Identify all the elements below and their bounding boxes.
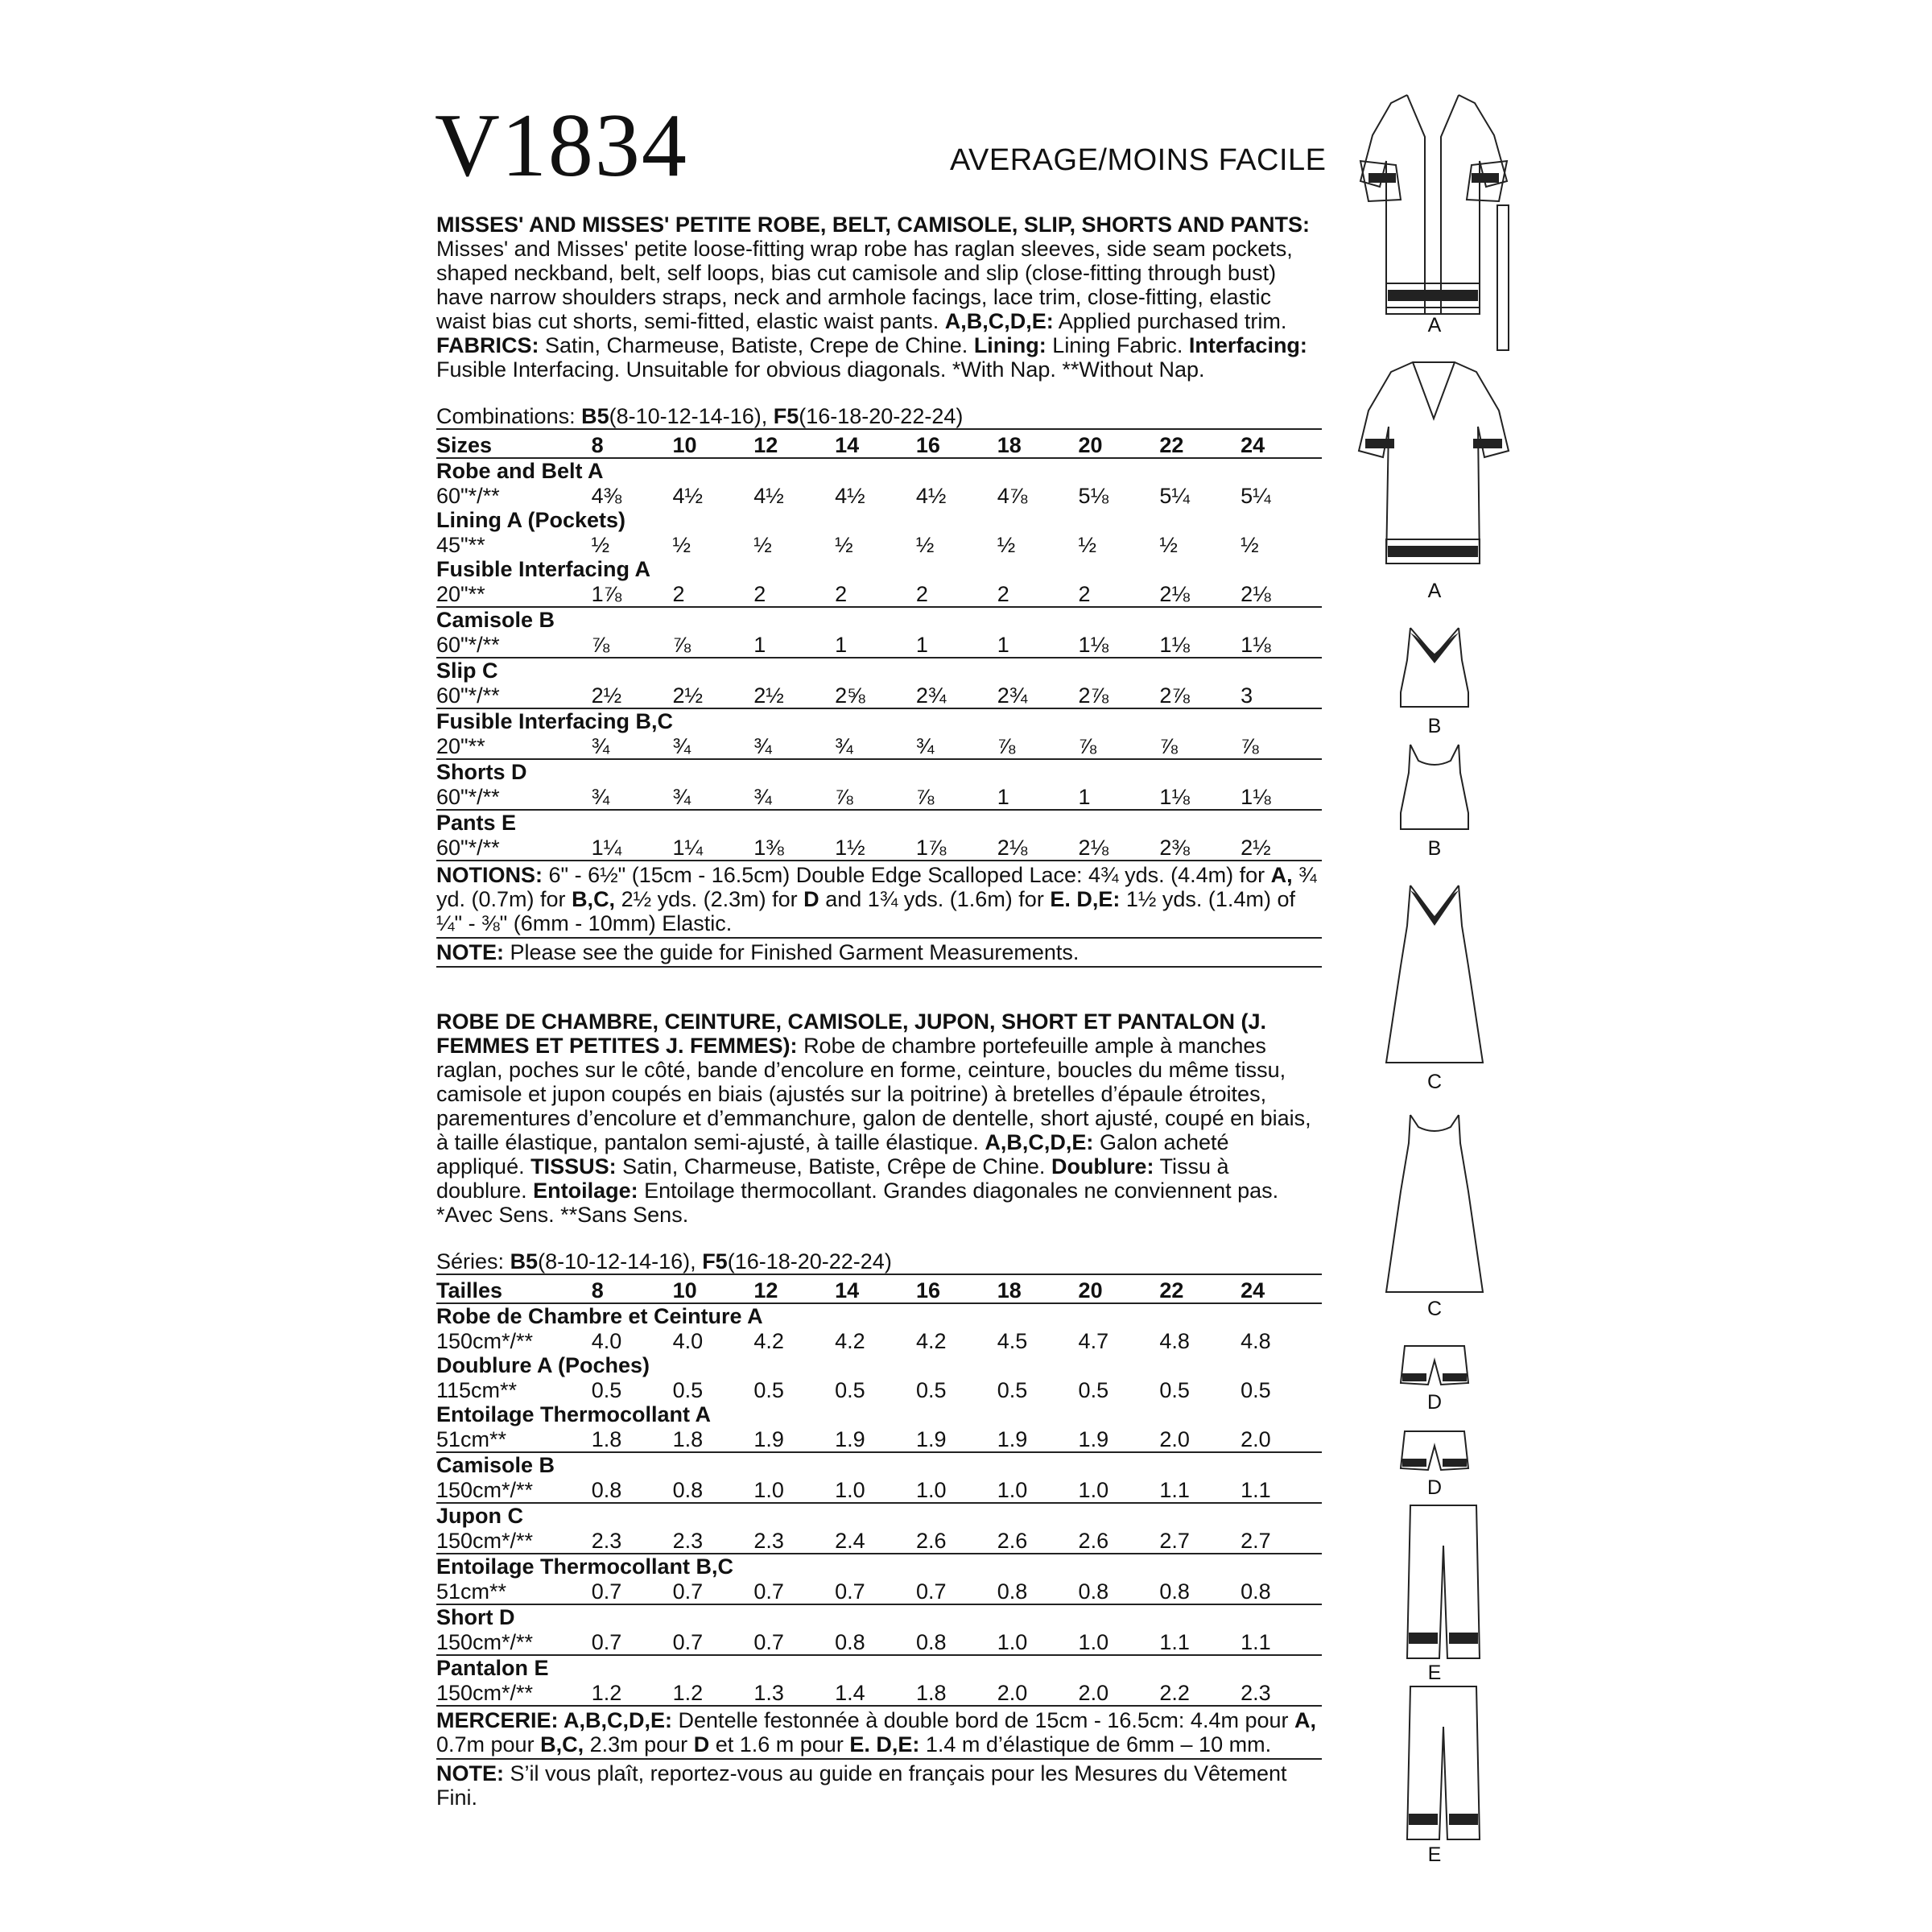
yardage-value: 2.3: [753, 1529, 835, 1554]
yardage-value: ½: [1241, 533, 1259, 557]
fabric-title-row: [436, 1503, 1322, 1529]
fabric-width: 51cm**: [436, 1579, 592, 1604]
yardage-row: [436, 1427, 1322, 1452]
fabric-title-row: [436, 1604, 1322, 1630]
slip-c-back-sketch: [1386, 1115, 1483, 1292]
fabric-title-row: [436, 458, 1322, 484]
yardage-value: 0.8: [835, 1630, 916, 1655]
fabric-title-row: [436, 708, 1322, 734]
yardage-value: 1⅞: [916, 836, 997, 861]
yardage-value: 4.2: [753, 1329, 784, 1353]
fabric-title-row: [436, 1402, 1322, 1427]
yardage-value: 2½: [1241, 836, 1322, 861]
fabric-title: Fusible Interfacing B,C: [436, 709, 674, 733]
fabric-title: Camisole B: [436, 608, 555, 632]
yardage-value: ⅞: [592, 633, 673, 658]
fabric-title: Entoilage Thermocollant B,C: [436, 1554, 734, 1579]
yardage-value: 2⅛: [1159, 582, 1241, 607]
yardage-value: 0.8: [1079, 1579, 1160, 1604]
yardage-value: 2.6: [1079, 1529, 1160, 1554]
size-header: 8: [592, 429, 673, 458]
size-header: 14: [835, 429, 916, 458]
yardage-value: 0.7: [673, 1579, 754, 1604]
yardage-value: 2.0: [1079, 1681, 1160, 1706]
yardage-value: 2.0: [1241, 1427, 1322, 1452]
fabric-title: Pants E: [436, 811, 517, 835]
yardage-row: [436, 1681, 1322, 1706]
yardage-value: 0.7: [592, 1630, 673, 1655]
fabric-width: 60"*/**: [436, 484, 500, 508]
view-label-d-back: D: [1426, 1476, 1443, 1499]
pants-e-back-sketch: [1407, 1686, 1480, 1839]
yardage-value: ½: [1159, 533, 1178, 557]
yardage-value: ⅞: [1079, 734, 1160, 759]
yardage-row: [436, 533, 1322, 557]
fabric-title-row: [436, 1303, 1322, 1329]
yardage-row: [436, 484, 1322, 508]
yardage-value: 1.0: [753, 1478, 835, 1503]
yardage-value: 1.9: [1079, 1427, 1160, 1452]
yardage-value: 1.4: [835, 1681, 916, 1706]
yardage-value: 4½: [835, 484, 865, 508]
yardage-row: [436, 785, 1322, 810]
yardage-value: 2.2: [1159, 1681, 1241, 1706]
size-header: 14: [835, 1274, 916, 1303]
fabric-width: 60"*/**: [436, 633, 592, 658]
size-header: 24: [1241, 1274, 1322, 1303]
fabric-title-row: [436, 759, 1322, 785]
yardage-value: 4.0: [672, 1329, 704, 1353]
yardage-value: 2⅞: [1159, 683, 1241, 708]
yardage-value: 0.5: [672, 1378, 704, 1402]
fabric-title-row: [436, 658, 1322, 683]
yardage-value: 2: [916, 582, 997, 607]
yardage-value: 1⅛: [1159, 633, 1241, 658]
yardage-value: 5¼: [1159, 484, 1190, 508]
yardage-value: 2: [997, 582, 1079, 607]
yardage-value: 1.0: [916, 1478, 997, 1503]
yardage-value: 2.3: [673, 1529, 754, 1554]
yardage-value: 1.8: [673, 1427, 754, 1452]
english-description: MISSES' AND MISSES' PETITE ROBE, BELT, CAMISOLE, SLIP, SHORTS AND PANTS: Misses' and Misses' petite loose-fitting wrap robe has raglan sleeves, side seam pockets, shaped neckband, belt, self loops, bias cut camisole and slip (close-fitting through bust) have narrow shoulders straps, neck and armhole facings, lace trim, close-fitting, elastic waist bias cut shorts, semi-fitted, elastic waist pants. A,B,C,D,E: Applied purchased trim. FABRICS: Satin, Charmeuse, Batiste, Crepe de Chine. Lining: Lining Fabric. Interfacing: Fusible Interfacing. Unsuitable for obvious diagonals. *With Nap. **Without Nap.: [436, 213, 1310, 382]
yardage-value: 2.6: [997, 1529, 1079, 1554]
english-yardage-table: [436, 428, 1322, 861]
yardage-value: 2.4: [835, 1529, 916, 1554]
difficulty-level: AVERAGE/MOINS FACILE: [950, 143, 1327, 177]
fabric-width: 150cm*/**: [436, 1630, 592, 1655]
yardage-value: ⅞: [1241, 734, 1322, 759]
fabric-title-row: [436, 1554, 1322, 1579]
size-header: 22: [1159, 1274, 1241, 1303]
yardage-value: 4.0: [591, 1329, 622, 1353]
shorts-d-front-sketch: [1401, 1346, 1468, 1385]
yardage-value: 1: [997, 633, 1079, 658]
yardage-value: ½: [672, 533, 691, 557]
yardage-value: 0.5: [835, 1378, 865, 1402]
fabric-title: Robe de Chambre et Ceinture A: [436, 1304, 763, 1328]
size-header: 12: [753, 429, 835, 458]
fabric-width: 45"**: [436, 533, 485, 557]
yardage-value: 2: [672, 582, 753, 607]
size-header: 24: [1241, 429, 1322, 458]
fabric-title: Entoilage Thermocollant A: [436, 1402, 712, 1426]
yardage-value: 1.1: [1159, 1478, 1241, 1503]
fabric-width: 20"**: [436, 582, 592, 607]
yardage-value: 4⅞: [997, 484, 1028, 508]
yardage-value: 2.7: [1241, 1529, 1322, 1554]
yardage-value: 2: [835, 582, 916, 607]
yardage-row: [436, 836, 1322, 861]
yardage-value: 0.7: [835, 1579, 916, 1604]
yardage-value: 2.3: [592, 1529, 673, 1554]
yardage-row: [436, 734, 1322, 759]
fabric-title: Slip C: [436, 658, 498, 683]
size-header: 20: [1079, 429, 1160, 458]
french-notions: MERCERIE: A,B,C,D,E: Dentelle festonnée à double bord de 15cm - 16.5cm: 4.4m pour A, 0.7m pour B,C, 2.3m pour D et 1.6 m pour E. D,E: 1.4 m d’élastique de 6mm – 10 mm.: [436, 1707, 1322, 1760]
yardage-value: 0.7: [592, 1579, 673, 1604]
robe-a-back-sketch: [1359, 362, 1509, 564]
sizes-header-row: [436, 429, 1322, 458]
camisole-b-front-sketch: [1401, 628, 1468, 707]
fabric-title: Lining A (Pockets): [436, 508, 626, 532]
yardage-value: ½: [753, 533, 772, 557]
shorts-d-back-sketch: [1401, 1431, 1468, 1470]
yardage-value: ¾: [672, 734, 753, 759]
yardage-row: [436, 1378, 1322, 1402]
view-label-b-back: B: [1427, 837, 1442, 860]
yardage-row: [436, 1630, 1322, 1655]
yardage-value: 0.8: [1241, 1579, 1322, 1604]
yardage-value: ⅞: [916, 785, 997, 810]
yardage-value: 1: [753, 633, 835, 658]
yardage-value: 1: [916, 633, 997, 658]
yardage-value: ¾: [916, 734, 997, 759]
yardage-value: 1.8: [592, 1427, 673, 1452]
yardage-value: 0.7: [916, 1579, 997, 1604]
yardage-value: 0.5: [997, 1378, 1028, 1402]
yardage-value: 1.0: [1079, 1630, 1160, 1655]
yardage-value: ¾: [592, 734, 673, 759]
yardage-value: ¾: [835, 734, 916, 759]
yardage-value: 2½: [592, 683, 673, 708]
fabric-width: 115cm**: [436, 1378, 518, 1402]
yardage-value: 1½: [835, 836, 916, 861]
yardage-value: ¾: [672, 785, 753, 810]
fabric-title-row: [436, 810, 1322, 836]
yardage-value: 1.9: [753, 1427, 835, 1452]
size-header: 10: [673, 1274, 754, 1303]
fabric-width: 60"*/**: [436, 785, 592, 810]
yardage-value: 2⅝: [835, 683, 916, 708]
yardage-row: [436, 683, 1322, 708]
fabric-width: 60"*/**: [436, 683, 592, 708]
yardage-value: 4.7: [1078, 1329, 1109, 1353]
yardage-value: 2.3: [1241, 1681, 1322, 1706]
fabric-title: Pantalon E: [436, 1656, 549, 1680]
english-note: NOTE: Please see the guide for Finished Garment Measurements.: [436, 939, 1322, 968]
yardage-value: 2½: [753, 683, 835, 708]
yardage-value: 4.8: [1159, 1329, 1190, 1353]
yardage-value: 2⅛: [997, 836, 1079, 861]
yardage-value: 0.8: [997, 1579, 1079, 1604]
yardage-value: 2.7: [1159, 1529, 1241, 1554]
yardage-value: 2¾: [916, 683, 997, 708]
yardage-value: ⅞: [835, 785, 916, 810]
yardage-value: ½: [1078, 533, 1097, 557]
fabric-title-row: [436, 557, 1322, 582]
french-title: ROBE DE CHAMBRE, CEINTURE, CAMISOLE, JUPON, SHORT ET PANTALON (J. FEMMES ET PETITES J. FEMMES):: [436, 1009, 1267, 1058]
yardage-value: ¾: [592, 785, 673, 810]
yardage-value: 0.5: [591, 1378, 622, 1402]
view-label-c-front: C: [1426, 1071, 1443, 1093]
size-header: 18: [997, 429, 1079, 458]
yardage-value: 4½: [915, 484, 947, 508]
yardage-value: ½: [835, 533, 853, 557]
fabric-title-row: [436, 1452, 1322, 1478]
yardage-value: 0.5: [915, 1378, 947, 1402]
yardage-value: 0.8: [673, 1478, 754, 1503]
yardage-value: 0.5: [1159, 1378, 1190, 1402]
yardage-value: 4½: [753, 484, 784, 508]
yardage-value: 2.0: [997, 1681, 1079, 1706]
yardage-value: 1⅛: [1159, 785, 1241, 810]
yardage-value: 1.2: [592, 1681, 673, 1706]
size-header: 10: [672, 429, 753, 458]
yardage-value: 4.2: [835, 1329, 865, 1353]
size-header: 12: [753, 1274, 835, 1303]
yardage-row: [436, 1329, 1322, 1353]
yardage-value: ⅞: [672, 633, 753, 658]
pattern-number: V1834: [435, 96, 688, 196]
yardage-value: 1⅜: [753, 836, 835, 861]
yardage-value: 1⅛: [1241, 633, 1322, 658]
yardage-value: 2½: [672, 683, 753, 708]
sizes-header-row: [436, 1274, 1322, 1303]
robe-a-front-sketch: [1360, 95, 1509, 350]
yardage-row: [436, 1529, 1322, 1554]
english-notions: NOTIONS: 6" - 6½" (15cm - 16.5cm) Double Edge Scalloped Lace: 4¾ yds. (4.4m) for A, ¾ yd. (0.7m) for B,C, 2½ yds. (2.3m) for D and 1¾ yds. (1.6m) for E. D,E: 1½ yds. (1.4m) of ¼" - ⅜" (6mm - 10mm) Elastic.: [436, 861, 1322, 939]
yardage-row: [436, 1478, 1322, 1503]
yardage-value: ⅞: [1159, 734, 1241, 759]
yardage-value: 4⅜: [591, 484, 622, 508]
french-note: NOTE: S’il vous plaît, reportez-vous au guide en français pour les Mesures du Vêtement Fini.: [436, 1761, 1287, 1810]
yardage-value: 0.8: [592, 1478, 673, 1503]
fabric-width: 150cm*/**: [436, 1478, 592, 1503]
yardage-value: 4½: [672, 484, 704, 508]
size-header: 16: [916, 1274, 997, 1303]
yardage-value: 5¼: [1241, 484, 1271, 508]
yardage-value: 0.7: [753, 1630, 835, 1655]
yardage-value: 2: [753, 582, 835, 607]
english-combinations: Combinations: B5(8-10-12-14-16), F5(16-18-20-22-24): [436, 404, 964, 428]
fabric-title: Jupon C: [436, 1504, 523, 1528]
french-combinations: Séries: B5(8-10-12-14-16), F5(16-18-20-22-24): [436, 1249, 892, 1274]
size-header: 22: [1159, 429, 1241, 458]
yardage-value: 4.2: [915, 1329, 947, 1353]
fabric-width: 60"*/**: [436, 836, 592, 861]
yardage-value: 1: [1079, 785, 1160, 810]
yardage-value: 1.0: [835, 1478, 916, 1503]
yardage-value: 1: [997, 785, 1079, 810]
fabric-width: 20"**: [436, 734, 592, 759]
fabric-width: 150cm*/**: [436, 1529, 592, 1554]
slip-c-front-sketch: [1386, 886, 1483, 1063]
yardage-value: 5⅛: [1078, 484, 1109, 508]
yardage-value: 0.5: [753, 1378, 784, 1402]
view-label-b-front: B: [1427, 715, 1442, 737]
fabric-width: 150cm*/**: [436, 1329, 534, 1353]
lace-trim-marks: [1365, 173, 1502, 1825]
pants-e-front-sketch: [1407, 1505, 1480, 1658]
size-header: 20: [1079, 1274, 1160, 1303]
french-section: [436, 1009, 1322, 1811]
yardage-value: 1: [835, 633, 916, 658]
size-header: 18: [997, 1274, 1079, 1303]
yardage-value: 1⅛: [1241, 785, 1322, 810]
yardage-value: 1⅞: [592, 582, 673, 607]
yardage-value: 0.8: [1159, 1579, 1241, 1604]
yardage-row: [436, 1579, 1322, 1604]
yardage-value: 1⅛: [1079, 633, 1160, 658]
yardage-row: [436, 582, 1322, 607]
french-description: ROBE DE CHAMBRE, CEINTURE, CAMISOLE, JUPON, SHORT ET PANTALON (J. FEMMES ET PETITES J. FEMMES): Robe de chambre portefeuille ample à manches raglan, poches sur le côté, bande d’encolure en forme, ceinture, boucles du même tissu, camisole et jupon coupés en biais (ajustés sur la poitrine) à bretelles d’épaule étroites, parementures d’encolure et d’emmanchure, galon de dentelle, short ajusté, coupé en biais, à taille élastique, pantalon semi-ajusté, à taille élastique. A,B,C,D,E: Galon acheté appliqué. TISSUS: Satin, Charmeuse, Batiste, Crêpe de Chine. Doublure: Tissu à doublure. Entoilage: Entoilage thermocollant. Grandes diagonales ne conviennent pas. *Avec Sens. **Sans Sens.: [436, 1009, 1311, 1227]
yardage-value: 1¼: [672, 836, 753, 861]
yardage-value: 0.8: [916, 1630, 997, 1655]
fabric-title-row: [436, 1655, 1322, 1681]
fabric-title: Shorts D: [436, 760, 527, 784]
view-label-a-front: A: [1427, 314, 1442, 336]
english-title: MISSES' AND MISSES' PETITE ROBE, BELT, CAMISOLE, SLIP, SHORTS AND PANTS:: [436, 213, 1310, 237]
fabric-width: 51cm**: [436, 1427, 592, 1452]
fabric-title: Short D: [436, 1605, 515, 1629]
yardage-value: 2⅛: [1241, 582, 1322, 607]
french-yardage-table: [436, 1274, 1322, 1707]
yardage-value: 1.1: [1241, 1478, 1322, 1503]
fabric-title: Doublure A (Poches): [436, 1353, 650, 1377]
sizes-label: Sizes: [436, 429, 592, 458]
view-label-e-back: E: [1427, 1843, 1442, 1866]
yardage-value: ½: [591, 533, 610, 557]
yardage-value: 0.5: [1241, 1378, 1271, 1402]
yardage-value: 1.0: [997, 1630, 1079, 1655]
yardage-row: [436, 633, 1322, 658]
yardage-value: 1.0: [997, 1478, 1079, 1503]
yardage-value: 2.0: [1159, 1427, 1241, 1452]
yardage-value: 3: [1241, 683, 1322, 708]
yardage-value: ½: [997, 533, 1016, 557]
fabric-title-row: [436, 607, 1322, 633]
yardage-value: ¾: [753, 785, 835, 810]
yardage-value: 4.5: [997, 1329, 1028, 1353]
view-label-d-front: D: [1426, 1391, 1443, 1414]
fabric-width: 150cm*/**: [436, 1681, 592, 1706]
yardage-value: 1.2: [673, 1681, 754, 1706]
fabric-title: Robe and Belt A: [436, 459, 604, 483]
yardage-value: 1.1: [1159, 1630, 1241, 1655]
yardage-value: 2: [1079, 582, 1160, 607]
yardage-value: 2.6: [916, 1529, 997, 1554]
yardage-value: 2¾: [997, 683, 1079, 708]
fabric-title: Camisole B: [436, 1453, 555, 1477]
yardage-value: 0.7: [673, 1630, 754, 1655]
yardage-value: ⅞: [997, 734, 1079, 759]
yardage-value: 1¼: [592, 836, 673, 861]
yardage-value: 1.0: [1079, 1478, 1160, 1503]
yardage-value: ½: [915, 533, 935, 557]
yardage-value: 0.7: [753, 1579, 835, 1604]
fabric-title-row: [436, 508, 1322, 533]
yardage-value: 1.9: [916, 1427, 997, 1452]
fabric-title-row: [436, 1353, 1322, 1378]
view-label-a-back: A: [1427, 580, 1442, 602]
view-label-e-front: E: [1427, 1662, 1442, 1684]
yardage-value: 1.9: [997, 1427, 1079, 1452]
sizes-label: Tailles: [436, 1274, 592, 1303]
yardage-value: 4.8: [1241, 1329, 1271, 1353]
yardage-value: 0.5: [1078, 1378, 1109, 1402]
english-section: [436, 213, 1322, 968]
size-header: 16: [916, 429, 997, 458]
yardage-value: 2⅛: [1079, 836, 1160, 861]
yardage-value: 2⅜: [1159, 836, 1241, 861]
yardage-value: 1.9: [835, 1427, 916, 1452]
camisole-b-back-sketch: [1401, 745, 1468, 829]
view-label-c-back: C: [1426, 1298, 1443, 1320]
size-header: 8: [592, 1274, 673, 1303]
fabric-title: Fusible Interfacing A: [436, 557, 651, 581]
yardage-value: ¾: [753, 734, 835, 759]
yardage-value: 1.8: [916, 1681, 997, 1706]
yardage-value: 1.1: [1241, 1630, 1322, 1655]
yardage-value: 2⅞: [1079, 683, 1160, 708]
yardage-value: 1.3: [753, 1681, 835, 1706]
